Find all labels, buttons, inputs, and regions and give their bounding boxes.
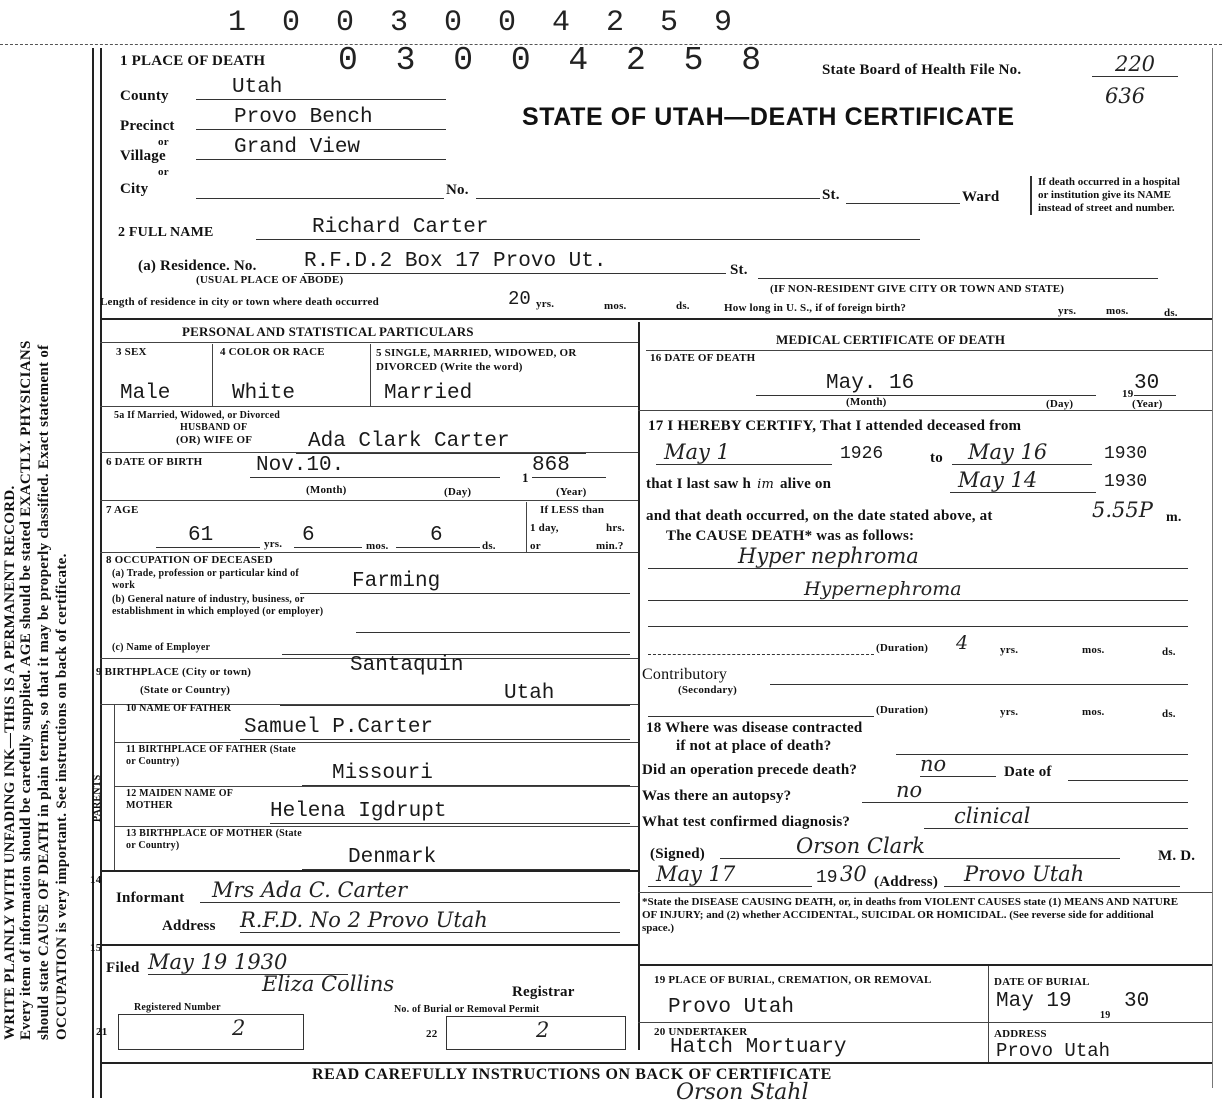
occurred-label: and that death occurred, on the date stated above, at [646,508,993,524]
contributory-label: Contributory [642,666,728,683]
burial-num-value: 2 [536,1018,550,1042]
less-label-3: hrs. [606,522,625,534]
dob-label: 6 DATE OF BIRTH [106,456,203,468]
cause-line-3 [648,626,1188,627]
dob-year-prefix: 1 [522,470,529,485]
dob-value: Nov.10. [250,454,500,478]
occupation-b-line [356,632,630,633]
informant-label: Informant [116,890,185,906]
attended-from: May 1 [656,440,832,465]
certificate-title: STATE OF UTAH—DEATH CERTIFICATE [522,103,1015,131]
age-mos-label: mos. [366,540,389,552]
operation-value: no [920,752,996,777]
color-value: White [232,382,296,405]
secondary-label: (Secondary) [678,684,738,696]
certify-label: 17 I HEREBY CERTIFY, That I attended deceased from [648,418,1022,434]
residence-st-line [758,278,1158,279]
occupation-b-label: (b) General nature of industry, business, or establishment in which employed (or employer) [112,594,324,617]
precinct-label: Precinct [120,118,175,134]
dob-year-label: (Year) [556,486,587,498]
us-ds: ds. [1164,307,1178,319]
father-label: 10 NAME OF FATHER [126,703,232,714]
medical-heading: MEDICAL CERTIFICATE OF DEATH [776,332,1006,347]
sign-year-prefix: 19 [816,868,838,888]
test-label: What test confirmed diagnosis? [642,814,851,830]
footnote: *State the DISEASE CAUSING DEATH, or, in deaths from VIOLENT CAUSES state (1) MEANS AND NATURE OF INJURY; and (2) whether ACCIDENTAL, SUICIDAL OR HOMICIDAL. (See reverse side for additional space.) [642,896,1179,934]
residence-st-label: St. [730,262,748,278]
full-name-value: Richard Carter [256,216,920,240]
county-value: Utah [196,76,446,100]
age-months: 6 [294,524,362,548]
time-of-death: 5.55P [1092,498,1153,522]
occupation-c-label: (c) Name of Employer [112,642,211,653]
md-label: M. D. [1158,848,1196,864]
occupation-a-label: (a) Trade, profession or particular kind of work [112,568,299,591]
occupation-label: 8 OCCUPATION OF DECEASED [106,554,273,566]
test-value: clinical [924,804,1188,829]
mother-value: Helena Igdrupt [270,800,630,824]
file-no-value-2: 636 [1105,84,1146,108]
autopsy-label: Was there an autopsy? [642,788,792,804]
registrar-label: Registrar [512,984,575,1000]
dob-day-label: (Day) [444,486,472,498]
father-birthplace-label: 11 BIRTHPLACE OF FATHER (State or Country) [126,744,296,767]
burial-place-value: Provo Utah [668,996,795,1019]
sign-year: 30 [840,862,867,886]
undertaker-address-label: ADDRESS [994,1028,1047,1040]
mother-label: 12 MAIDEN NAME OF MOTHER [126,788,233,811]
age-days: 6 [396,524,480,548]
birthplace-state: Utah [280,682,630,706]
physician-signature: Orson Clark [720,834,1120,859]
nonresident-label: (IF NON-RESIDENT GIVE CITY OR TOWN AND STATE) [770,283,1065,295]
operation-label: Did an operation precede death? [642,762,858,778]
color-label: 4 COLOR OR RACE [220,346,325,358]
parents-label: PARENTS [92,774,103,822]
death-year-prefix: 19 [1122,388,1134,400]
duration-label: (Duration) [876,642,929,654]
city-st-label: St. [822,187,840,203]
or-label-1: or [158,136,169,148]
informant-value: Mrs Ada C. Carter [200,878,620,903]
date-of-label: Date of [1004,764,1052,780]
less-label-4: or [530,540,541,552]
marital-value: Married [384,382,473,405]
attended-to: May 16 [952,440,1092,465]
occupation-value: Farming [300,570,630,594]
sign-address-label: (Address) [874,874,939,890]
file-no-value: 220 [1092,52,1178,77]
full-name-label: 2 FULL NAME [118,225,214,240]
attended-to-year: 1930 [1104,444,1148,464]
side-note-line2: Every item of information should be carefully supplied. AGE should be stated EXACTLY. PHYSICIANS [18,340,34,1040]
birthplace-label: 9 BIRTHPLACE (City or town) [96,666,252,678]
cause-label: The CAUSE DEATH* was as follows: [666,528,915,544]
hospital-note: If death occurred in a hospital or institution give its NAME instead of street and number. [1030,176,1188,215]
autopsy-value: no [862,778,1188,803]
footer-instructions: READ CAREFULLY INSTRUCTIONS ON BACK OF CERTIFICATE [312,1066,832,1083]
dob-month-label: (Month) [306,484,347,496]
mother-birthplace-label: 13 BIRTHPLACE OF MOTHER (State or Country) [126,828,302,851]
father-birthplace: Missouri [302,762,630,786]
age-ds-label: ds. [482,540,496,552]
top-stamp-number: 1 0 0 3 0 0 4 2 5 9 [228,6,742,40]
informant-address-label: Address [162,918,216,934]
reg-num-label: Registered Number [134,1002,221,1013]
village-label: Village [120,148,166,164]
burial-num-label: No. of Burial or Removal Permit [394,1004,540,1015]
last-saw-value: May 14 [950,468,1096,493]
length-ds: ds. [676,300,690,312]
q18-label-2: if not at place of death? [676,738,832,754]
item-14: 14 [90,874,102,886]
sex-value: Male [120,382,171,405]
dob-year: 868 [532,454,606,478]
reg-num-value: 2 [232,1016,246,1040]
less-label-5: min.? [596,540,624,552]
sex-label: 3 SEX [116,346,147,358]
usual-abode-label: (USUAL PLACE OF ABODE) [196,274,344,286]
spouse-value: Ada Clark Carter [296,430,586,454]
cause-of-death-1: Hyper nephroma [648,544,1188,569]
length-mos: mos. [604,300,627,312]
age-yrs-label: yrs. [264,538,283,550]
place-of-death-label: 1 PLACE OF DEATH [120,53,266,69]
saw-label: that I last saw h im alive on [646,476,832,492]
cause-of-death-2: Hypernephroma [648,578,1188,601]
death-year-label: (Year) [1132,398,1163,410]
burial-date-label: DATE OF BURIAL [994,976,1090,988]
contrib-ds: ds. [1162,708,1176,720]
burial-place-label: 19 PLACE OF BURIAL, CREMATION, OR REMOVAL [654,974,932,986]
undertaker-value: Hatch Mortuary [670,1036,847,1059]
file-no-label: State Board of Health File No. [822,62,1022,78]
us-yrs: yrs. [1058,305,1077,317]
date-of-death-label: 16 DATE OF DEATH [650,352,756,364]
side-note-line1: WRITE PLAINLY WITH UNFADING INK—THIS IS A PERMANENT RECORD. [2,485,18,1040]
sign-address: Provo Utah [944,862,1180,887]
us-mos: mos. [1106,305,1129,317]
less-label-1: If LESS than [540,504,605,516]
us-label: How long in U. S., if of foreign birth? [724,302,907,314]
last-saw-year: 1930 [1104,472,1148,492]
mother-birthplace: Denmark [302,846,630,870]
duration-yrs: yrs. [1000,644,1019,656]
ward-label: Ward [962,189,1000,205]
death-year: 30 [1134,372,1176,396]
birthplace-state-label: (State or Country) [140,684,231,696]
duration-ds: ds. [1162,646,1176,658]
residence-value: R.F.D.2 Box 17 Provo Ut. [304,250,726,274]
undertaker-label: 20 UNDERTAKER [654,1026,748,1038]
precinct-value: Provo Bench [196,106,446,130]
contrib-mos: mos. [1082,706,1105,718]
birthplace-city: Santaquin [350,654,464,677]
spouse-label-2: HUSBAND OF [180,422,248,433]
death-day-label: (Day) [1046,398,1074,410]
burial-year: 30 [1124,990,1150,1013]
length-value: 20 [508,288,531,310]
village-value: Grand View [196,136,446,160]
sign-date: May 17 [648,862,812,887]
length-yrs: yrs. [536,298,555,310]
undertaker-address: Provo Utah [996,1040,1111,1062]
certificate-number-stamp: 0 3 0 0 4 2 5 8 [338,42,771,79]
item-22: 22 [426,1028,438,1040]
or-label-2: or [158,166,169,178]
personal-heading: PERSONAL AND STATISTICAL PARTICULARS [182,324,474,339]
footer-signature: Orson Stahl [676,1080,809,1105]
contrib-line-1 [770,684,1188,685]
age-label: 7 AGE [106,504,139,516]
contrib-line-2 [648,716,874,717]
length-label: Length of residence in city or town where death occurred [100,296,379,308]
informant-address: R.F.D. No 2 Provo Utah [240,908,620,933]
marital-label: 5 SINGLE, MARRIED, WIDOWED, OR DIVORCED (Write the word) [376,347,577,373]
item-15: 15 [90,942,102,954]
side-note-line4: OCCUPATION is very important. See instructions on back of certificate. [54,553,70,1040]
burial-date-value: May 19 [996,990,1072,1013]
city-no-label: No. [446,182,469,198]
residence-label: (a) Residence. No. [138,258,257,274]
to-label: to [930,450,943,466]
city-no-line [476,198,820,199]
filed-label: Filed [106,960,140,976]
item-21: 21 [96,1026,108,1038]
county-label: County [120,88,169,104]
q18-label-1: 18 Where was disease contracted [646,720,863,736]
duration-mos: mos. [1082,644,1105,656]
signed-label: (Signed) [650,846,705,862]
cause-line-4 [648,654,874,655]
time-suffix: m. [1166,510,1182,525]
attended-from-year: 1926 [840,444,884,464]
age-years: 61 [156,524,260,548]
filed-value: May 19 1930 [148,950,348,975]
spouse-label-3: (OR) WIFE OF [176,434,253,446]
city-line [196,198,444,199]
contrib-yrs: yrs. [1000,706,1019,718]
city-label: City [120,181,149,197]
father-value: Samuel P.Carter [240,716,630,740]
less-label-2: 1 day, [530,522,559,534]
side-note-line3: should state CAUSE OF DEATH in plain terms, so that it may be properly classified. Exact statement of [36,344,52,1040]
contrib-duration-label: (Duration) [876,704,929,716]
spouse-label-1: 5a If Married, Widowed, or Divorced [114,410,280,421]
death-month-label: (Month) [846,396,887,408]
city-st-line [846,203,960,204]
burial-year-prefix: 19 [1100,1010,1111,1021]
registrar-signature: Eliza Collins [262,972,395,996]
date-of-death-value: May. 16 [756,372,1096,396]
duration-value: 4 [956,632,969,654]
